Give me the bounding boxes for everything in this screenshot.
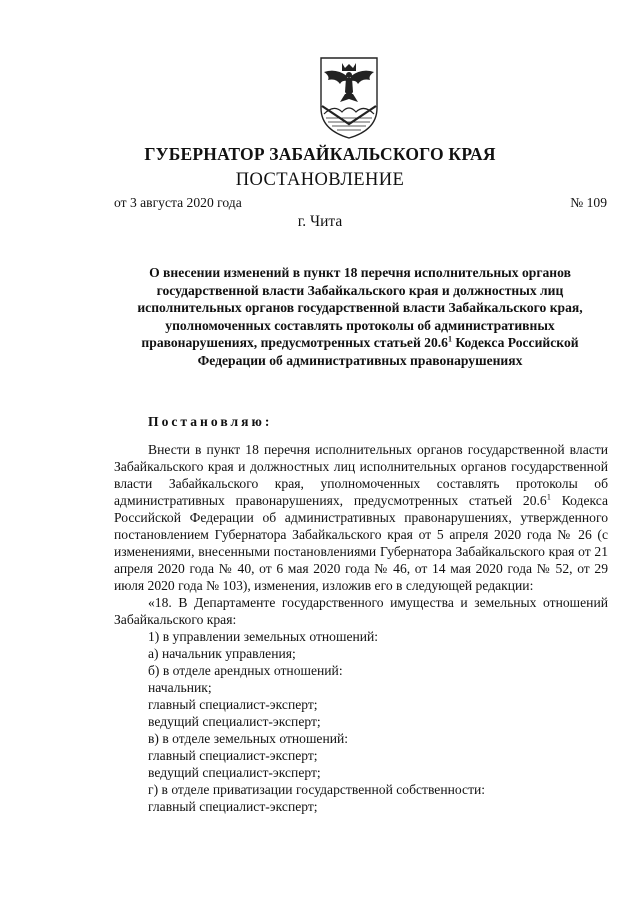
list-item: начальник; (148, 680, 212, 695)
title-superscript: 1 (447, 334, 452, 344)
document-title (110, 264, 610, 369)
body-p1-part2: Кодекса Российской Федерации об административных правонарушениях, утвержденного постановлением Губернатора Забайкальского края от 5 апреля 2020 года № 26 (с изменениями, внесенными постановлениями Губернатора Забайкальского края от 21 апреля 2020 года № 40, от 6 мая 2020 года № 46, от 14 мая 2020 года № 52, от 29 июля 2020 года № 103), изменения, изложив его в следующей редакции: (114, 493, 608, 593)
list-item: 1) в управлении земельных отношений: (148, 629, 379, 644)
list-item: г) в отделе приватизации государственной собственности: (148, 782, 486, 797)
document-body (114, 441, 608, 815)
list-item: ведущий специалист-эксперт; (148, 714, 321, 729)
body-p1-superscript: 1 (546, 491, 551, 502)
document-date: от 3 августа 2020 года (114, 195, 242, 210)
title-text-part2: Кодекса Российской Федерации об административных правонарушениях (197, 335, 579, 368)
list-item: ведущий специалист-эксперт; (148, 765, 321, 780)
body-p1-part1: Внести в пункт 18 перечня исполнительных органов государственной власти Забайкальского края и должностных лиц исполнительных органов государственной власти Забайкальского края, уполномоченных составлять протоколы об административных правонарушениях, предусмотренных статьей 20.6 (114, 442, 608, 508)
document-type-heading: ПОСТАНОВЛЕНИЕ (235, 170, 405, 190)
title-text-part1: О внесении изменений в пункт 18 перечня исполнительных органов государственной власти Забайкальского края и должностных лиц исполнительных органов государственной власти Забайкальского края, уполномоченных составлять протоколы об административных правонарушениях, предусмотренных статьей 20.6 (137, 265, 583, 350)
body-paragraph-1 (114, 441, 608, 594)
resolve-heading: Постановляю: (148, 414, 273, 429)
list-item: главный специалист-эксперт; (148, 748, 318, 763)
list-item: а) начальник управления; (148, 646, 296, 661)
document-city: г. Чита (297, 213, 343, 230)
governor-heading: ГУБЕРНАТОР ЗАБАЙКАЛЬСКОГО КРАЯ (144, 144, 496, 164)
list-item: в) в отделе земельных отношений: (148, 731, 349, 746)
list-item: главный специалист-эксперт; (148, 697, 318, 712)
list-item: главный специалист-эксперт; (148, 799, 318, 814)
coat-of-arms-icon (318, 54, 380, 140)
document-number: № 109 (570, 195, 607, 210)
list-item: б) в отделе арендных отношений: (148, 663, 343, 678)
body-paragraph-2: «18. В Департаменте государственного имущества и земельных отношений Забайкальского края: (114, 595, 608, 627)
